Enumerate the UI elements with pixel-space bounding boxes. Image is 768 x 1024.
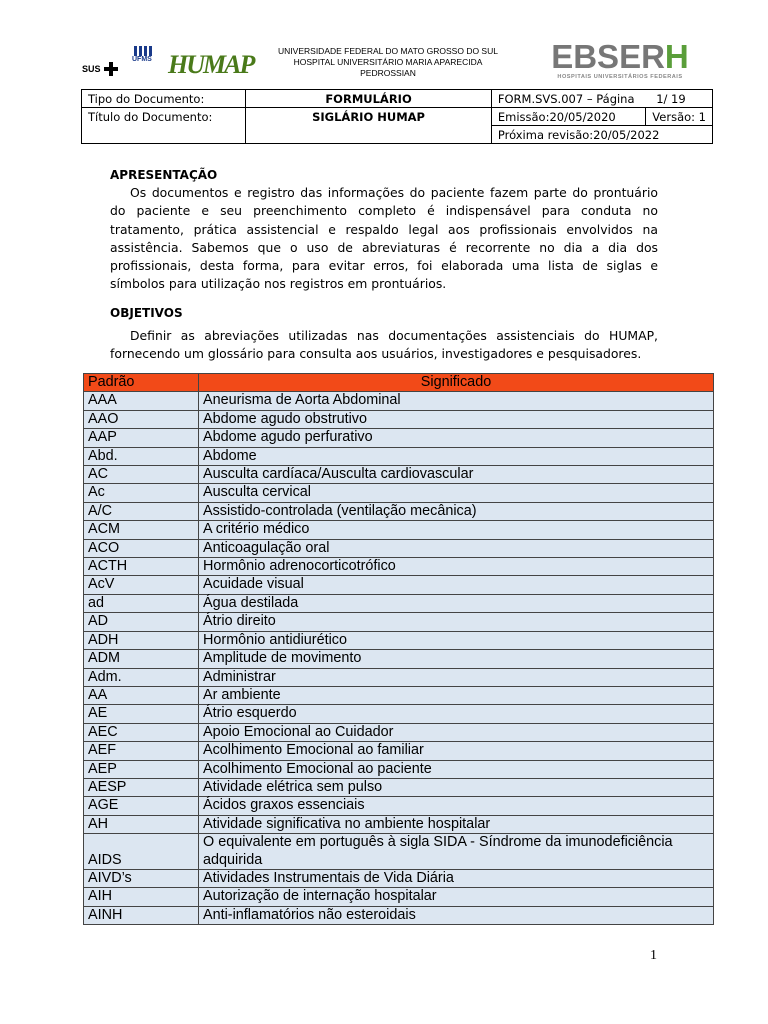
cell-padrao: AESP <box>84 778 199 796</box>
siglas-header-row <box>84 374 714 392</box>
table-row <box>84 392 714 410</box>
doc-title-value: SIGLÁRIO HUMAP <box>246 108 492 126</box>
doc-code-text: FORM.SVS.007 – Página <box>497 91 635 106</box>
table-row <box>84 539 714 557</box>
table-row <box>84 576 714 594</box>
institution-line: UNIVERSIDADE FEDERAL DO MATO GROSSO DO SUL <box>278 46 498 56</box>
cell-padrao: ACO <box>84 539 199 557</box>
cell-significado: Autorização de internação hospitalar <box>199 888 714 906</box>
table-row <box>84 888 714 906</box>
cell-padrao: ad <box>84 594 199 612</box>
table-row <box>84 760 714 778</box>
cell-significado: Ácidos graxos essenciais <box>199 797 714 815</box>
cell-padrao: AEF <box>84 742 199 760</box>
table-row <box>84 650 714 668</box>
cell-significado: Apoio Emocional ao Cuidador <box>199 723 714 741</box>
cell-padrao: AIVD’s <box>84 869 199 887</box>
ebserh-logo-text <box>542 40 698 74</box>
doc-next-revision: Próxima revisão:20/05/2022 <box>491 126 712 144</box>
doc-type-label: Tipo do Documento: <box>82 90 246 108</box>
table-row <box>84 723 714 741</box>
cell-padrao: ACM <box>84 521 199 539</box>
table-row <box>84 815 714 833</box>
table-row <box>84 410 714 428</box>
table-row <box>84 484 714 502</box>
cell-significado: Atividades Instrumentais de Vida Diária <box>199 869 714 887</box>
cell-padrao: AD <box>84 613 199 631</box>
cell-significado: Hormônio antidiurético <box>199 631 714 649</box>
table-row <box>84 797 714 815</box>
cell-significado: Átrio direito <box>199 613 714 631</box>
siglas-table-body <box>84 392 714 925</box>
table-row <box>84 429 714 447</box>
institution-name <box>250 46 526 79</box>
doc-title-label-cont <box>82 126 246 144</box>
table-row <box>84 447 714 465</box>
institution-line: PEDROSSIAN <box>360 68 416 78</box>
cell-padrao: AAO <box>84 410 199 428</box>
cell-padrao: Ac <box>84 484 199 502</box>
doc-code <box>491 90 712 108</box>
cell-padrao: AEP <box>84 760 199 778</box>
table-row <box>84 466 714 484</box>
objetivos-text: Definir as abreviações utilizadas nas documentações assistenciais do HUMAP, fornecendo um glossário para consulta aos usuários, investigadores e pesquisadores. <box>110 328 658 362</box>
table-row <box>84 686 714 704</box>
doc-title-label: Título do Documento: <box>82 108 246 126</box>
apresentacao-heading: APRESENTAÇÃO <box>110 168 218 182</box>
siglas-table <box>83 373 714 925</box>
cell-significado: Abdome agudo obstrutivo <box>199 410 714 428</box>
cell-padrao: AIH <box>84 888 199 906</box>
apresentacao-text: Os documentos e registro das informações do paciente fazem parte do prontuário do paciente e seu preenchimento completo é indispensável para conduta no tratamento, prática assistencial e respaldo legal aos profissionais envolvidos na assistência. Sabemos que o uso de abreviaturas é recorrente no dia a dia dos profissionais, desta forma, para evitar erros, foi elaborada uma lista de siglas e símbolos para utilização nos registros em prontuários. <box>110 185 658 292</box>
table-row <box>84 869 714 887</box>
cell-significado: O equivalente em português à sigla SIDA - Síndrome da imunodeficiência adquirida <box>199 834 714 870</box>
cell-significado: A critério médico <box>199 521 714 539</box>
cell-padrao: AAA <box>84 392 199 410</box>
cell-padrao: AGE <box>84 797 199 815</box>
cell-padrao: AINH <box>84 906 199 924</box>
cell-significado: Ausculta cervical <box>199 484 714 502</box>
doc-version: Versão: 1 <box>646 108 713 126</box>
cell-padrao: AC <box>84 466 199 484</box>
table-row <box>84 778 714 796</box>
cell-padrao: Adm. <box>84 668 199 686</box>
doc-title-value-cont <box>246 126 492 144</box>
cell-padrao: ADH <box>84 631 199 649</box>
cell-significado: Atividade elétrica sem pulso <box>199 778 714 796</box>
col-header-padrao: Padrão <box>84 374 199 392</box>
table-row <box>84 705 714 723</box>
cell-significado: Anti-inflamatórios não esteroidais <box>199 906 714 924</box>
doc-type-value: FORMULÁRIO <box>246 90 492 108</box>
humap-logo: HUMAP <box>168 50 254 79</box>
objetivos-heading: OBJETIVOS <box>110 306 183 320</box>
table-row <box>84 502 714 520</box>
col-header-significado: Significado <box>199 374 714 392</box>
sus-logo: SUS <box>82 64 101 74</box>
table-row <box>84 521 714 539</box>
cell-padrao: AIDS <box>84 834 199 870</box>
document-info-table <box>81 89 713 144</box>
cell-significado: Amplitude de movimento <box>199 650 714 668</box>
partner-logos <box>82 46 254 88</box>
doc-emission: Emissão:20/05/2020 <box>491 108 645 126</box>
apresentacao-section <box>110 166 658 293</box>
cell-significado: Anticoagulação oral <box>199 539 714 557</box>
cell-padrao: AH <box>84 815 199 833</box>
cell-padrao: Abd. <box>84 447 199 465</box>
cell-significado: Acuidade visual <box>199 576 714 594</box>
cell-significado: Átrio esquerdo <box>199 705 714 723</box>
ebserh-logo-h: H <box>664 38 689 75</box>
objetivos-section <box>110 304 658 364</box>
cell-significado: Aneurisma de Aorta Abdominal <box>199 392 714 410</box>
cell-significado: Ar ambiente <box>199 686 714 704</box>
cell-padrao: AEC <box>84 723 199 741</box>
ebserh-logo <box>542 40 698 80</box>
cell-significado: Hormônio adrenocorticotrófico <box>199 558 714 576</box>
table-row <box>84 668 714 686</box>
cell-padrao: AAP <box>84 429 199 447</box>
institution-line: HOSPITAL UNIVERSITÁRIO MARIA APARECIDA <box>293 57 483 67</box>
ebserh-subtitle: HOSPITAIS UNIVERSITÁRIOS FEDERAIS <box>557 74 683 80</box>
cell-padrao: AE <box>84 705 199 723</box>
doc-page: 1/ 19 <box>656 91 686 106</box>
ufms-logo-icon <box>134 46 152 56</box>
page-number: 1 <box>650 948 657 963</box>
cell-padrao: ADM <box>84 650 199 668</box>
cell-padrao: AcV <box>84 576 199 594</box>
cell-significado: Abdome <box>199 447 714 465</box>
cell-significado: Água destilada <box>199 594 714 612</box>
ufms-logo: UFMS <box>132 56 152 63</box>
cell-significado: Abdome agudo perfurativo <box>199 429 714 447</box>
cell-padrao: A/C <box>84 502 199 520</box>
cell-significado: Acolhimento Emocional ao paciente <box>199 760 714 778</box>
sus-cross-icon <box>104 62 118 76</box>
ebserh-logo-main: EBSER <box>551 38 665 75</box>
table-row <box>84 742 714 760</box>
cell-significado: Administrar <box>199 668 714 686</box>
table-row <box>84 594 714 612</box>
cell-significado: Assistido-controlada (ventilação mecânica) <box>199 502 714 520</box>
table-row <box>84 613 714 631</box>
cell-significado: Atividade significativa no ambiente hospitalar <box>199 815 714 833</box>
table-row <box>84 631 714 649</box>
cell-padrao: ACTH <box>84 558 199 576</box>
cell-significado: Ausculta cardíaca/Ausculta cardiovascular <box>199 466 714 484</box>
table-row <box>84 558 714 576</box>
table-row <box>84 906 714 924</box>
table-row <box>84 834 714 870</box>
cell-padrao: AA <box>84 686 199 704</box>
cell-significado: Acolhimento Emocional ao familiar <box>199 742 714 760</box>
